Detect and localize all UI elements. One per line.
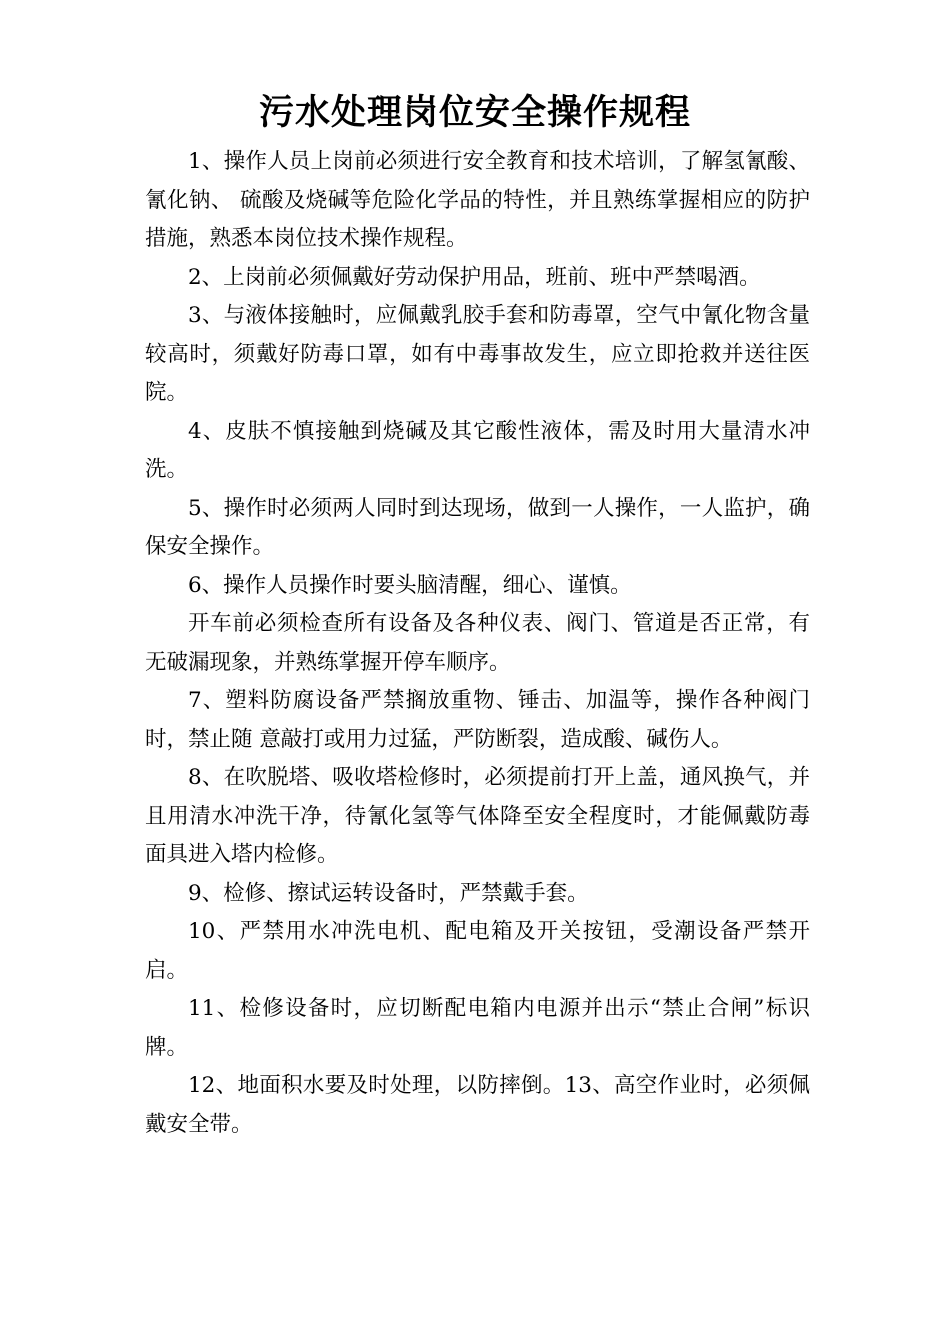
paragraph-5: 5、操作时必须两人同时到达现场，做到一人操作，一人监护，确保安全操作。 — [145, 495, 810, 559]
paragraph-12: 12、地面积水要及时处理，以防摔倒。13、高空作业时，必须佩戴安全带。 — [145, 1073, 810, 1137]
paragraph-7: 7、塑料防腐设备严禁搁放重物、锤击、加温等，操作各种阀门时，禁止随 意敲打或用力过猛，严防断裂，造成酸、碱伤人。 — [145, 688, 810, 752]
paragraph-10: 10、严禁用水冲洗电机、配电箱及开关按钮，受潮设备严禁开启。 — [145, 919, 810, 983]
document-title: 污水处理岗位安全操作规程 — [258, 92, 691, 133]
paragraph-8: 8、在吹脱塔、吸收塔检修时，必须提前打开上盖，通风换气，并且用清水冲洗干净，待氰化氢等气体降至安全程度时，才能佩戴防毒面具进入塔内检修。 — [145, 765, 810, 867]
paragraph-3: 3、与液体接触时，应佩戴乳胶手套和防毒罩，空气中氰化物含量较高时，须戴好防毒口罩，如有中毒事故发生，应立即抢救并送往医院。 — [145, 303, 810, 405]
paragraph-2: 2、上岗前必须佩戴好劳动保护用品，班前、班中严禁喝酒。 — [188, 264, 761, 290]
paragraph-6: 6、操作人员操作时要头脑清醒，细心、谨慎。 — [188, 572, 632, 598]
document-body — [145, 143, 810, 1144]
paragraph-startup-check: 开车前必须检查所有设备及各种仪表、阀门、管道是否正常，有无破漏现象，并熟练掌握开停车顺序。 — [145, 611, 810, 675]
paragraph-9: 9、检修、擦试运转设备时，严禁戴手套。 — [188, 880, 589, 906]
paragraph-1: 1、操作人员上岗前必须进行安全教育和技术培训，了解氢氰酸、氰化钠、 硫酸及烧碱等危险化学品的特性，并且熟练掌握相应的防护措施，熟悉本岗位技术操作规程。 — [145, 149, 810, 251]
paragraph-11: 11、检修设备时，应切断配电箱内电源并出示“禁止合闸”标识牌。 — [145, 996, 810, 1060]
paragraph-4: 4、皮肤不慎接触到烧碱及其它酸性液体，需及时用大量清水冲洗。 — [145, 418, 810, 482]
